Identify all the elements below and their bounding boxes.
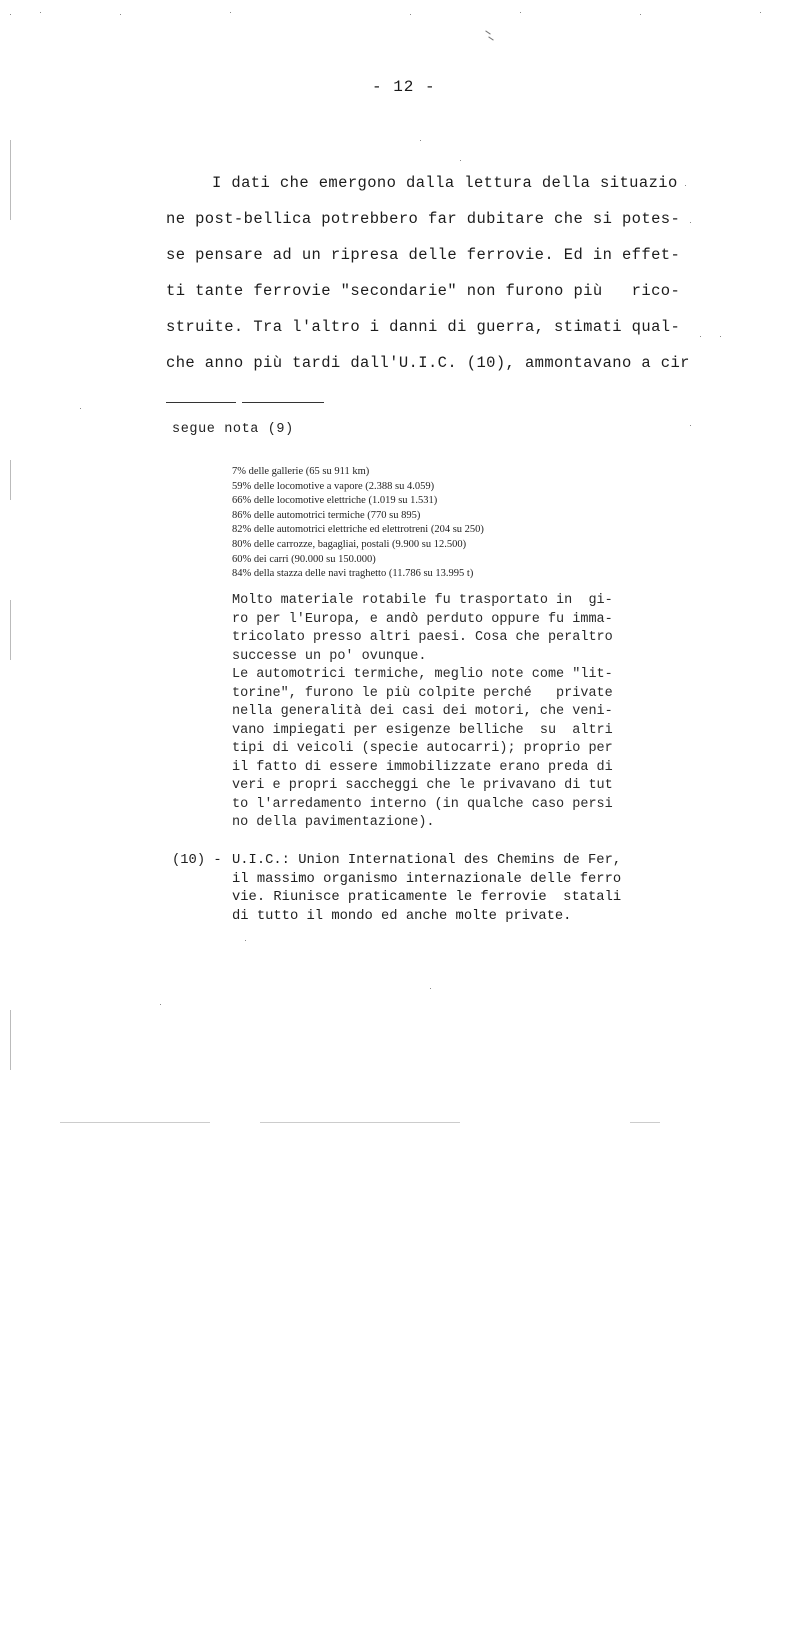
stat-line: 80% delle carrozze, bagagliai, postali (9.900 su 12.500) [232, 538, 467, 550]
body-line: se pensare ad un ripresa delle ferrovie. Ed in effet- [166, 246, 681, 264]
footnote-line: vie. Riunisce praticamente le ferrovie statali [232, 890, 622, 905]
footnote-10 [172, 852, 621, 926]
scan-edge [10, 600, 11, 660]
note-line: ro per l'Europa, e andò perduto oppure fu imma- [232, 611, 613, 627]
scan-mark [485, 30, 490, 34]
footnote-first-row [172, 852, 621, 871]
scan-speck [460, 160, 461, 161]
note-line: Molto materiale rotabile fu trasportato in gi- [232, 593, 613, 608]
note-line: nella generalità dei casi dei motori, che veni- [232, 704, 613, 719]
note-line: Le automotrici termiche, meglio note come "lit- [232, 667, 613, 682]
stat-line: 84% della stazza delle navi traghetto (11.786 su 13.995 t) [232, 568, 474, 580]
scan-speck [430, 988, 431, 989]
footnote-separator [166, 402, 236, 403]
stat-line: 82% delle automotrici elettriche ed elettrotreni (204 su 250) [232, 524, 484, 536]
note-line: no della pavimentazione). [232, 815, 435, 830]
scan-mark [488, 36, 493, 40]
note-line: il fatto di essere immobilizzate erano preda di [232, 759, 613, 775]
body-line: che anno più tardi dall'U.I.C. (10), ammontavano a cir [166, 354, 690, 372]
stat-line: 7% delle gallerie (65 su 911 km) [232, 466, 370, 477]
scan-edge [630, 1122, 660, 1123]
scan-speck [40, 12, 41, 13]
scan-speck [700, 336, 701, 337]
footnote-label: (10) - [172, 853, 222, 868]
body-line: ti tante ferrovie "secondarie" non furono più rico- [166, 282, 681, 300]
note-line: veri e propri saccheggi che le privavano di tut [232, 778, 613, 793]
footnote-separator [242, 402, 324, 403]
stat-line: 66% delle locomotive elettriche (1.019 su 1.531) [232, 495, 438, 507]
note-line: to l'arredamento interno (in qualche caso persi [232, 796, 613, 812]
scan-speck [245, 940, 246, 941]
scan-speck [420, 140, 421, 141]
body-line: struite. Tra l'altro i danni di guerra, stimati qual- [166, 318, 681, 336]
scan-speck [120, 14, 121, 15]
body-line: ne post-bellica potrebbero far dubitare che si potes- [166, 210, 681, 228]
scan-speck [690, 222, 691, 223]
stat-line: 59% delle locomotive a vapore (2.388 su 4.059) [232, 480, 435, 492]
scan-edge [10, 1010, 11, 1070]
stat-line: 60% dei carri (90.000 su 150.000) [232, 553, 376, 565]
note-line: torine", furono le più colpite perché private [232, 685, 613, 701]
continued-note-text [232, 592, 613, 833]
scan-edge [10, 460, 11, 500]
scan-speck [230, 12, 231, 13]
scan-speck [160, 1004, 161, 1005]
continued-note-header: segue nota (9) [172, 422, 294, 437]
scan-speck [720, 336, 721, 337]
scan-speck [760, 12, 761, 13]
note-line: successe un po' ovunque. [232, 648, 427, 664]
scan-speck [520, 12, 521, 13]
scan-speck [685, 185, 686, 186]
note-line: vano impiegati per esigenze belliche su altri [232, 722, 613, 738]
scan-speck [10, 14, 11, 15]
scan-speck [690, 425, 691, 426]
footnote-line: di tutto il mondo ed anche molte private. [232, 908, 572, 924]
page-number: - 12 - [372, 78, 436, 96]
scan-edge [10, 140, 11, 220]
scan-speck [410, 14, 411, 15]
stat-line: 86% delle automotrici termiche (770 su 895) [232, 509, 421, 521]
damage-statistics-list [232, 465, 484, 582]
scan-edge [60, 1122, 210, 1123]
footnote-line: il massimo organismo internazionale delle ferro [232, 871, 622, 887]
note-line: tipi di veicoli (specie autocarri); proprio per [232, 741, 613, 756]
footnote-line: U.I.C.: Union International des Chemins de Fer, [232, 853, 622, 868]
body-line: I dati che emergono dalla lettura della situazio [212, 174, 678, 192]
note-line: tricolato presso altri paesi. Cosa che peraltro [232, 630, 613, 645]
scan-edge [260, 1122, 460, 1123]
scan-speck [80, 408, 81, 409]
scan-speck [640, 14, 641, 15]
